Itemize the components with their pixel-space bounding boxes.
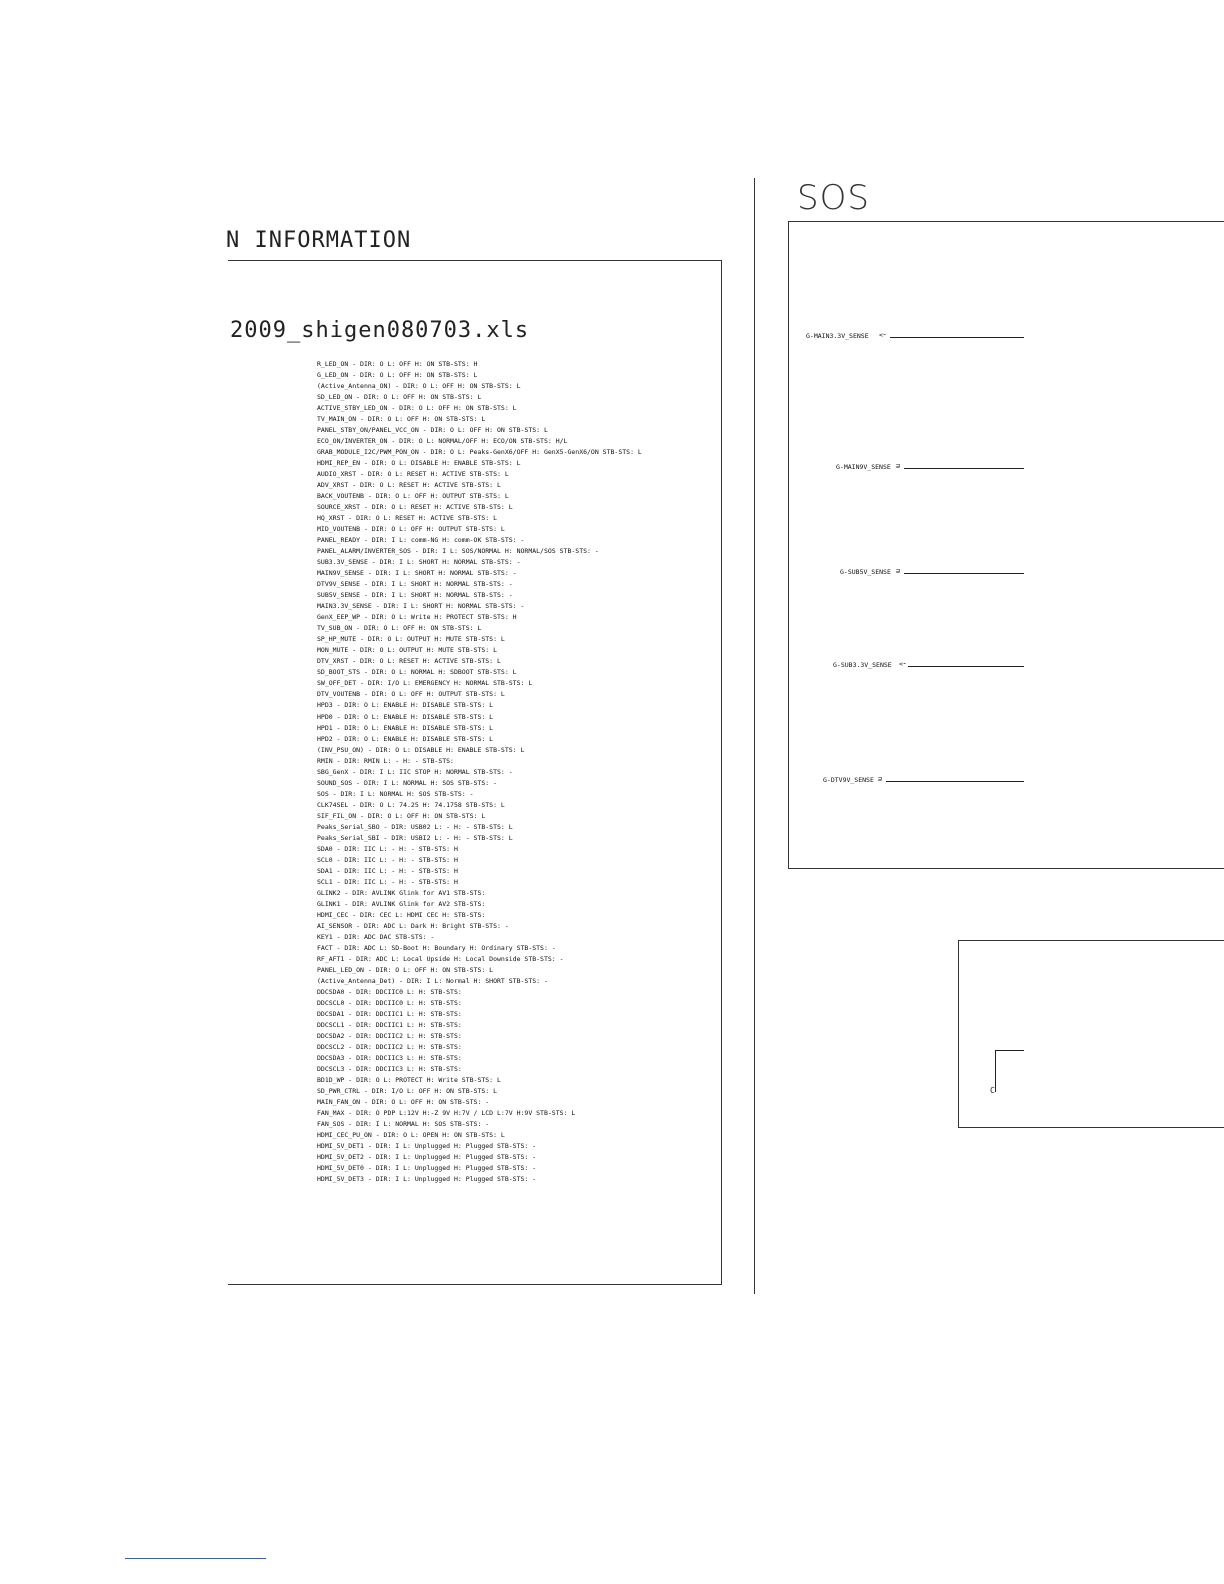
pin-function-line: MID_VOUTENB - DIR: O L: OFF H: OUTPUT STB-STS: L [317, 525, 505, 534]
pin-function-line: DTV9V_SENSE - DIR: I L: SHORT H: NORMAL STB-STS: - [317, 580, 513, 589]
pin-function-line: HDMI_5V_DET3 - DIR: I L: Unplugged H: Plugged STB-STS: - [317, 1175, 537, 1184]
pin-function-line: DTV_XRST - DIR: O L: RESET H: ACTIVE STB-STS: L [317, 657, 501, 666]
pin-function-line: DDCSDA3 - DIR: DDCIIC3 L: H: STB-STS: [317, 1053, 462, 1062]
signal-connector-icon: ⊒ [896, 567, 900, 575]
pin-function-line: (Active_Antenna_Det) - DIR: I L: Normal H: SHORT STB-STS: - [317, 976, 548, 985]
pin-function-line: GLINK2 - DIR: AVLINK Glink for AV1 STB-STS: [317, 888, 486, 897]
footer-rule [125, 1558, 266, 1559]
pin-function-line: DDCSCL0 - DIR: DDCIIC0 L: H: STB-STS: [317, 998, 462, 1007]
pin-function-line: PANEL_STBY_ON/PANEL_VCC_ON - DIR: O L: OFF H: ON STB-STS: L [317, 426, 548, 435]
signal-connector-icon: ⊒ [878, 775, 882, 783]
pin-function-line: PANEL_READY - DIR: I L: comm-NG H: comm-OK STB-STS: - [317, 536, 525, 545]
signal-arrow-icon: <⁃ [899, 660, 907, 668]
pin-function-line: R_LED_ON - DIR: O L: OFF H: ON STB-STS: H [317, 360, 478, 368]
signal-label-sub5v: G-SUB5V_SENSE [840, 568, 891, 576]
pin-function-line: SUB3.3V_SENSE - DIR: I L: SHORT H: NORMAL STB-STS: - [317, 558, 521, 567]
pin-function-line: HDMI_5V_DET0 - DIR: I L: Unplugged H: Plugged STB-STS: - [317, 1164, 537, 1173]
page-divider [754, 178, 755, 1294]
pin-function-line: SUB5V_SENSE - DIR: I L: SHORT H: NORMAL STB-STS: - [317, 591, 513, 600]
pin-function-line: SDA0 - DIR: IIC L: - H: - STB-STS: H [317, 844, 458, 853]
pin-function-line: SD_LED_ON - DIR: O L: OFF H: ON STB-STS: L [317, 393, 482, 402]
pin-function-line: G_LED_ON - DIR: O L: OFF H: ON STB-STS: L [317, 371, 478, 380]
signal-label-dtv9v: G-DTV9V_SENSE [823, 776, 874, 784]
pin-function-line: HDMI_REP_EN - DIR: O L: DISABLE H: ENABLE STB-STS: L [317, 459, 521, 468]
pin-function-line: CLK74SEL - DIR: O L: 74.25 H: 74.1758 STB-STS: L [317, 800, 505, 809]
pin-function-line: HQ_XRST - DIR: O L: RESET H: ACTIVE STB-STS: L [317, 514, 498, 523]
pin-function-line: SDA1 - DIR: IIC L: - H: - STB-STS: H [317, 866, 458, 875]
pin-function-line: DDCSDA1 - DIR: DDCIIC1 L: H: STB-STS: [317, 1009, 462, 1018]
pin-function-line: GRAB_MODULE_I2C/PWM_PON_ON - DIR: O L: Peaks-GenX6/OFF H: GenX5-GenX6/ON STB-STS: L [317, 448, 642, 457]
pin-function-line: DDCSCL1 - DIR: DDCIIC1 L: H: STB-STS: [317, 1020, 462, 1029]
pin-function-line: Peaks_Serial_SBI - DIR: USBI2 L: - H: - STB-STS: L [317, 833, 513, 842]
pin-function-line: SOS - DIR: I L: NORMAL H: SOS STB-STS: - [317, 789, 474, 798]
schematic-wire [995, 1050, 996, 1092]
pin-function-line: MAIN3.3V_SENSE - DIR: I L: SHORT H: NORMAL STB-STS: - [317, 602, 525, 611]
signal-wire [904, 573, 1024, 574]
signal-connector-icon: ⊒ [896, 462, 900, 470]
pin-function-line: DDCSDA0 - DIR: DDCIIC0 L: H: STB-STS: [317, 987, 462, 996]
pin-function-line: BACK_VOUTENB - DIR: O L: OFF H: OUTPUT STB-STS: L [317, 492, 509, 501]
section-title: N INFORMATION [226, 228, 412, 253]
pin-function-line: RF_AFT1 - DIR: ADC L: Local Upside H: Local Downside STB-STS: - [317, 954, 564, 963]
pin-function-line: TV_MAIN_ON - DIR: O L: OFF H: ON STB-STS: L [317, 415, 486, 424]
pin-function-line: MAIN_FAN_ON - DIR: O L: OFF H: ON STB-STS: - [317, 1098, 490, 1107]
pin-function-list [317, 359, 642, 1185]
pin-function-line: TV_SUB_ON - DIR: O L: OFF H: ON STB-STS: L [317, 624, 482, 633]
signal-arrow-icon: <⁃ [879, 331, 887, 339]
pin-function-line: FAN_MAX - DIR: O PDP L:12V H:-Z 9V H:7V / LCD L:7V H:9V STB-STS: L [317, 1109, 576, 1118]
pin-function-line: MAIN9V_SENSE - DIR: I L: SHORT H: NORMAL STB-STS: - [317, 569, 517, 578]
pin-function-line: DDCSCL3 - DIR: DDCIIC3 L: H: STB-STS: [317, 1065, 462, 1073]
pin-function-line: AUDIO_XRST - DIR: O L: RESET H: ACTIVE STB-STS: L [317, 470, 509, 479]
pin-function-line: GLINK1 - DIR: AVLINK Glink for AV2 STB-STS: [317, 899, 486, 908]
pin-function-line: HDMI_CEC - DIR: CEC L: HDMI CEC H: STB-STS: [317, 910, 486, 919]
pin-function-line: ADV_XRST - DIR: O L: RESET H: ACTIVE STB-STS: L [317, 481, 501, 490]
pin-function-line: SOURCE_XRST - DIR: O L: RESET H: ACTIVE STB-STS: L [317, 503, 513, 512]
signal-label-main3v3: G-MAIN3.3V_SENSE [806, 332, 869, 340]
signal-wire [908, 666, 1024, 667]
pin-function-line: SP_HP_MUTE - DIR: O L: OUTPUT H: MUTE STB-STS: L [317, 635, 505, 644]
pin-function-line: FAN_SOS - DIR: I L: NORMAL H: SOS STB-STS: - [317, 1120, 490, 1129]
pin-function-line: ACTIVE_STBY_LED_ON - DIR: O L: OFF H: ON STB-STS: L [317, 404, 517, 413]
pin-function-line: PANEL_ALARM/INVERTER_SOS - DIR: I L: SOS/NORMAL H: NORMAL/SOS STB-STS: - [317, 547, 599, 556]
pin-function-line: SCL1 - DIR: IIC L: - H: - STB-STS: H [317, 877, 458, 886]
pin-function-line: GenX_EEP_WP - DIR: O L: Write H: PROTECT STB-STS: H [317, 613, 517, 622]
signal-label-sub3v3: G-SUB3.3V_SENSE [833, 661, 892, 669]
pin-function-line: SD_PWR_CTRL - DIR: I/O L: OFF H: ON STB-STS: L [317, 1087, 498, 1096]
sos-title: SOS [797, 178, 870, 218]
pin-function-line: KEY1 - DIR: ADC DAC STB-STS: - [317, 932, 435, 941]
schematic-wire [995, 1050, 1024, 1051]
pin-function-line: HPD3 - DIR: O L: ENABLE H: DISABLE STB-STS: L [317, 701, 494, 710]
pin-function-line: SBG_GenX - DIR: I L: IIC STOP H: NORMAL STB-STS: - [317, 767, 513, 776]
pin-function-line: DDCSDA2 - DIR: DDCIIC2 L: H: STB-STS: [317, 1031, 462, 1040]
sos-schematic-frame [788, 221, 1224, 869]
pin-function-line: (INV_PSU_ON) - DIR: O L: DISABLE H: ENABLE STB-STS: L [317, 745, 525, 754]
pin-function-line: SD_BOOT_STS - DIR: O L: NORMAL H: SDBOOT STB-STS: L [317, 668, 517, 677]
pin-function-line: HPD0 - DIR: O L: ENABLE H: DISABLE STB-STS: L [317, 712, 494, 721]
ground-symbol-icon [990, 1086, 995, 1095]
pin-function-line: FACT - DIR: ADC L: SD-Boot H: Boundary H: Ordinary STB-STS: - [317, 943, 556, 952]
pin-function-line: RMIN - DIR: RMIN L: - H: - STB-STS: [317, 756, 454, 765]
signal-wire [904, 468, 1024, 469]
pin-function-line: SCL0 - DIR: IIC L: - H: - STB-STS: H [317, 855, 458, 864]
signal-wire [886, 781, 1024, 782]
pin-function-line: (Active_Antenna_ON) - DIR: O L: OFF H: ON STB-STS: L [317, 382, 521, 391]
pin-function-line: HDMI_5V_DET1 - DIR: I L: Unplugged H: Plugged STB-STS: - [317, 1142, 537, 1151]
pin-function-line: BD1D_WP - DIR: O L: PROTECT H: Write STB-STS: L [317, 1076, 501, 1085]
pin-function-line: SW_OFF_DET - DIR: I/O L: EMERGENCY H: NORMAL STB-STS: L [317, 679, 533, 688]
pin-function-line: PANEL_LED_ON - DIR: O L: OFF H: ON STB-STS: L [317, 965, 494, 974]
pin-function-line: SIF_FIL_ON - DIR: O L: OFF H: ON STB-STS: L [317, 811, 486, 820]
signal-wire [890, 337, 1024, 338]
pin-function-line: HDMI_5V_DET2 - DIR: I L: Unplugged H: Plugged STB-STS: - [317, 1153, 537, 1162]
pin-function-line: DTV_VOUTENB - DIR: O L: OFF H: OUTPUT STB-STS: L [317, 690, 505, 699]
pin-function-line: AI_SENSOR - DIR: ADC L: Dark H: Bright STB-STS: - [317, 921, 509, 930]
pin-function-line: DDCSCL2 - DIR: DDCIIC2 L: H: STB-STS: [317, 1042, 462, 1051]
pin-function-line: SOUND_SOS - DIR: I L: NORMAL H: SOS STB-STS: - [317, 778, 498, 787]
pin-function-line: ECO_ON/INVERTER_ON - DIR: O L: NORMAL/OFF H: ECO/ON STB-STS: H/L [317, 437, 568, 446]
pin-function-line: HPD2 - DIR: O L: ENABLE H: DISABLE STB-STS: L [317, 734, 494, 743]
pin-function-line: HDMI_CEC_PU_ON - DIR: O L: OPEN H: ON STB-STS: L [317, 1131, 505, 1140]
ground-label: C [990, 1086, 995, 1095]
file-name: 2009_shigen080703.xls [230, 318, 530, 343]
sub-schematic-frame [958, 940, 1224, 1128]
pin-function-line: Peaks_Serial_SBO - DIR: USB02 L: - H: - STB-STS: L [317, 822, 513, 831]
signal-label-main9v: G-MAIN9V_SENSE [836, 463, 891, 471]
pin-function-line: MON_MUTE - DIR: O L: OUTPUT H: MUTE STB-STS: L [317, 646, 498, 655]
pin-function-line: HPD1 - DIR: O L: ENABLE H: DISABLE STB-STS: L [317, 723, 494, 732]
